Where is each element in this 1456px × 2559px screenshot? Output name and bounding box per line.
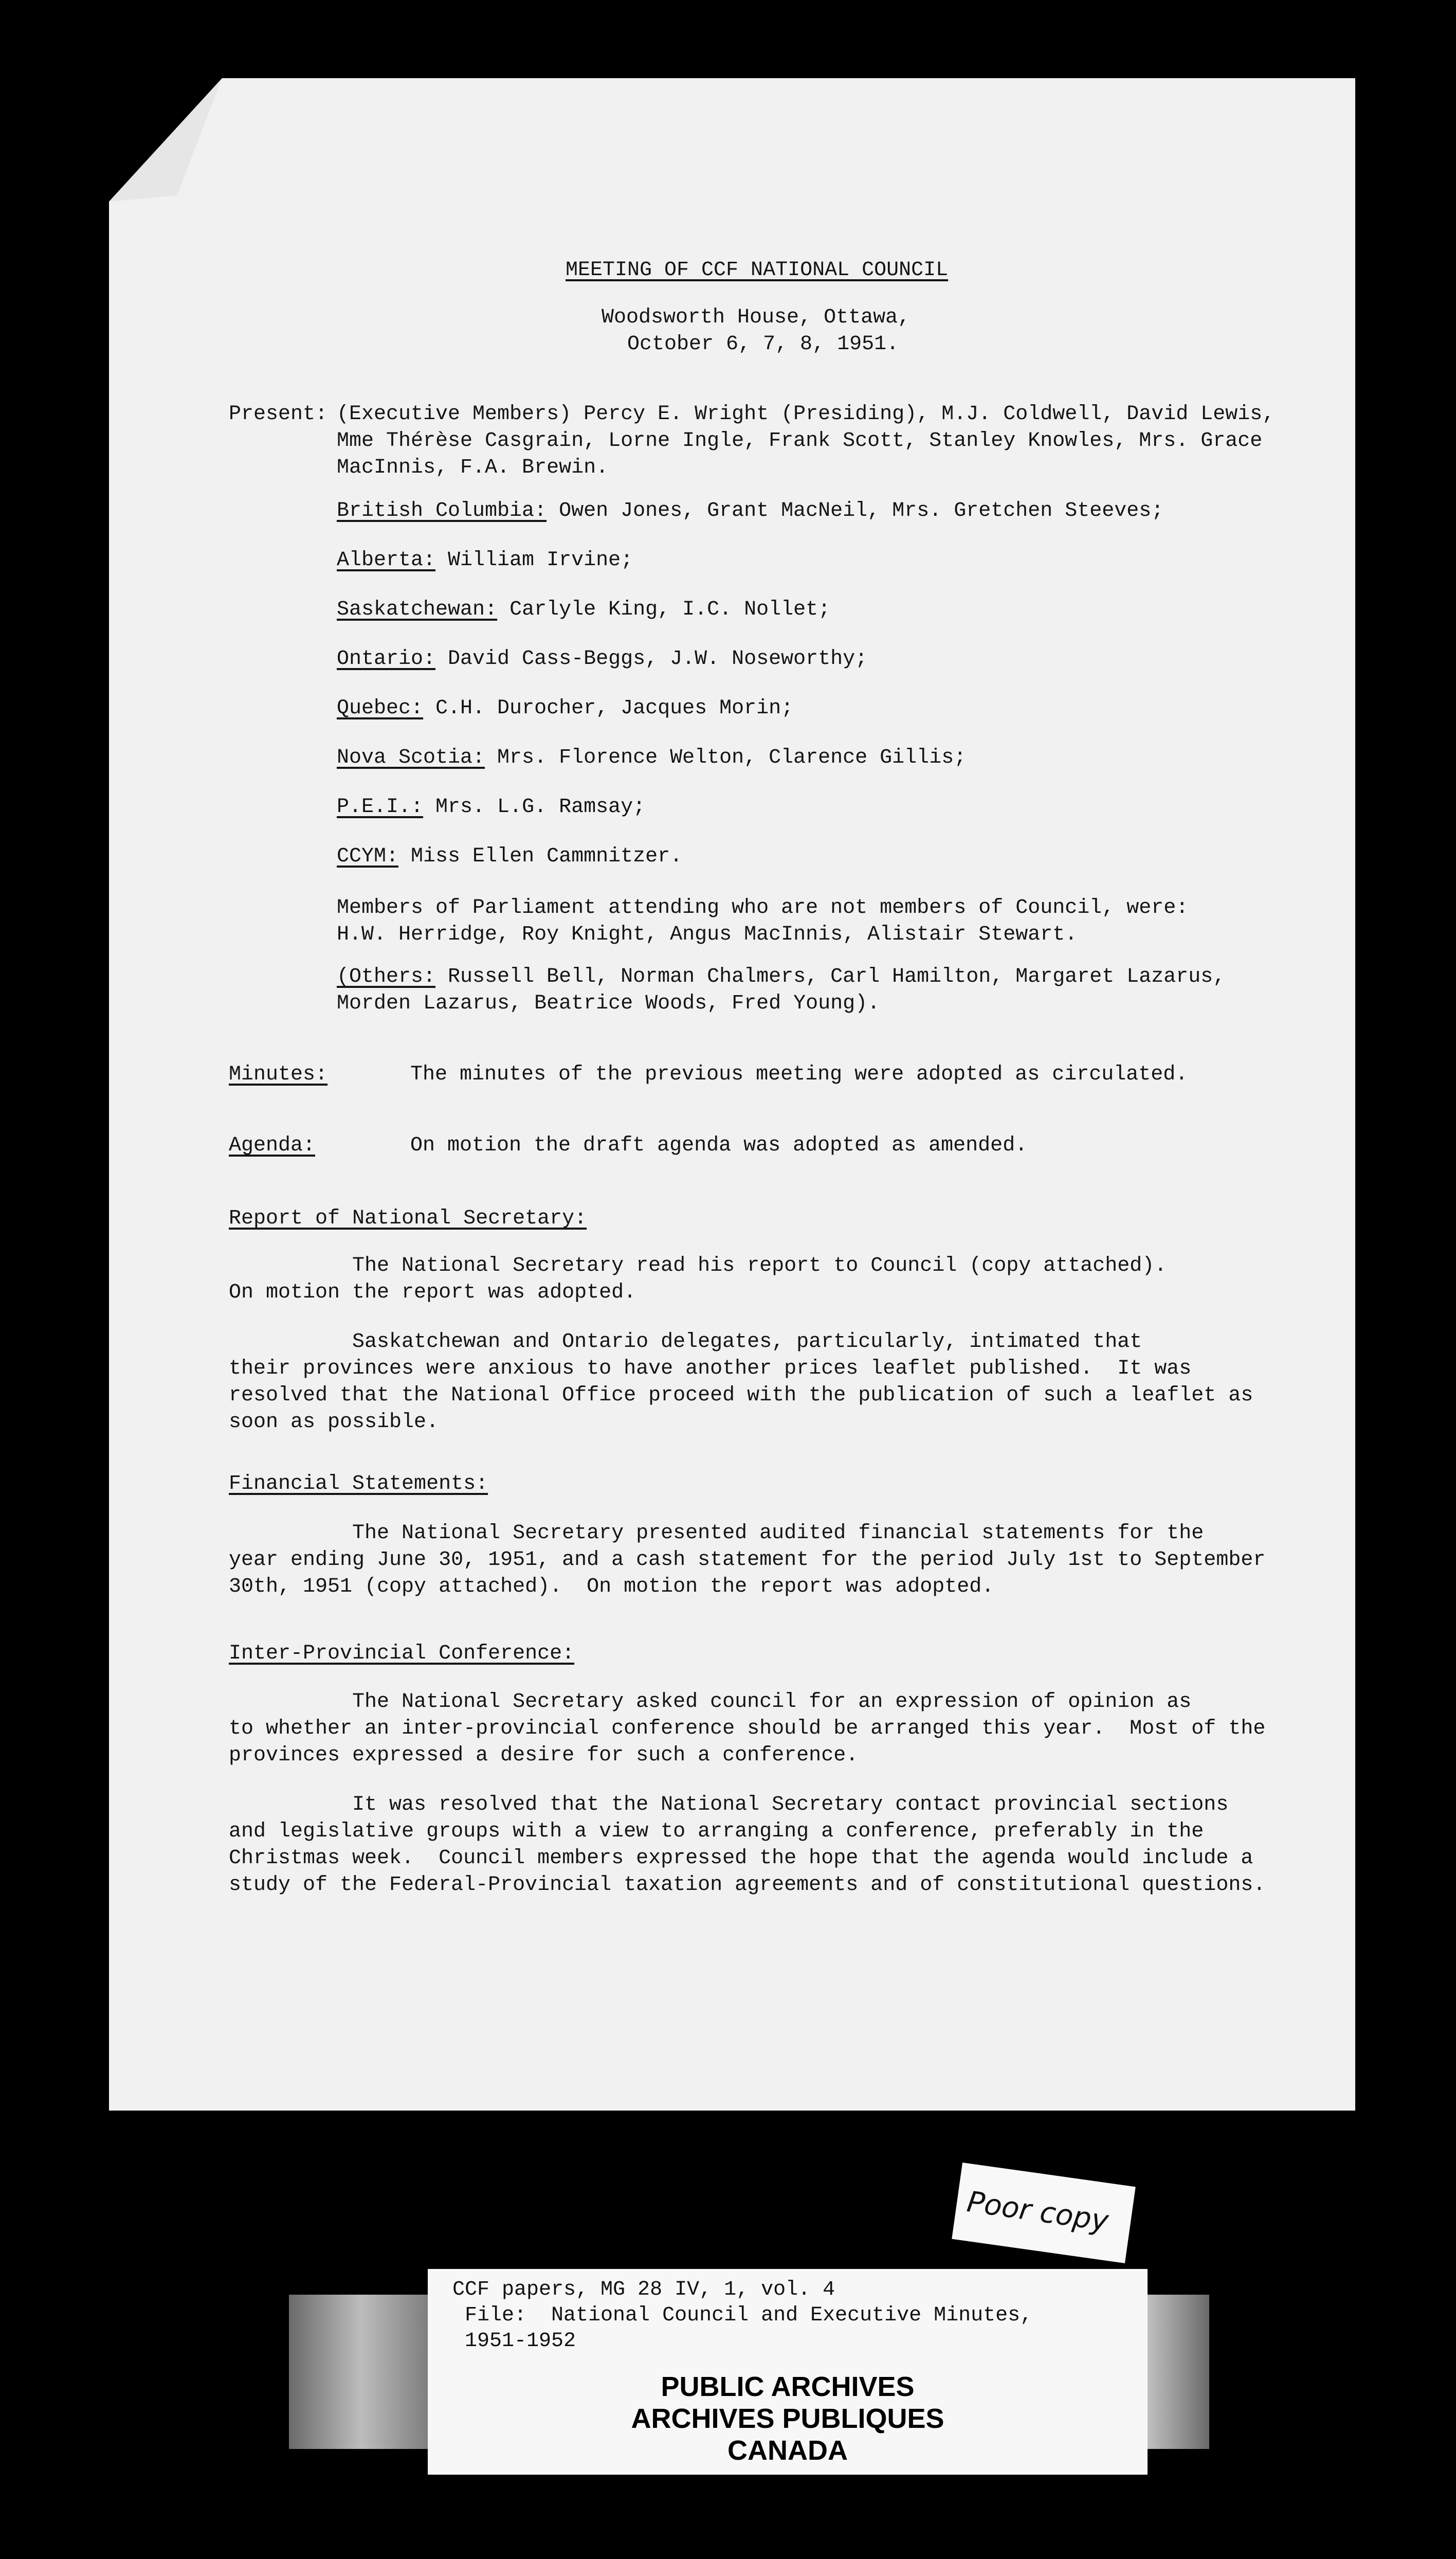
archives-stamp: [428, 2371, 1148, 2466]
report-p2-line-2: their provinces were anxious to have another prices leaflet published. It was: [229, 1357, 1192, 1380]
province-names: Mrs. Florence Welton, Clarence Gillis;: [485, 746, 967, 769]
province-label: Nova Scotia:: [337, 746, 485, 769]
province-label: P.E.I.:: [337, 796, 424, 819]
meeting-date: October 6, 7, 8, 1951.: [627, 333, 899, 356]
others-names: Russell Bell, Norman Chalmers, Carl Hamilton, Margaret Lazarus,: [435, 965, 1226, 988]
others-label: (Others:: [337, 965, 436, 988]
province-names: Miss Ellen Cammnitzer.: [398, 845, 683, 868]
agenda-label: Agenda:: [229, 1134, 316, 1157]
province-saskatchewan: [337, 597, 830, 623]
province-british-columbia: [337, 498, 1163, 525]
poor-copy-text: Poor copy: [964, 2185, 1111, 2238]
mp-line-2: H.W. Herridge, Roy Knight, Angus MacInnis, Alistair Stewart.: [337, 923, 1078, 946]
report-heading: Report of National Secretary:: [229, 1207, 587, 1230]
financial-line-1: The National Secretary presented audited financial statements for the: [229, 1522, 1204, 1545]
ipc-p2-line-3: Christmas week. Council members expressed the hope that the agenda would include a: [229, 1847, 1253, 1870]
mp-line-1: Members of Parliament attending who are not members of Council, were:: [337, 896, 1189, 920]
financial-line-2: year ending June 30, 1951, and a cash statement for the period July 1st to September: [229, 1548, 1266, 1572]
ipc-p2-line-4: study of the Federal-Provincial taxation agreements and of constitutional questions.: [229, 1873, 1266, 1897]
ipc-p1-line-3: provinces expressed a desire for such a conference.: [229, 1744, 859, 1767]
province-quebec: [337, 695, 793, 722]
province-ccym: [337, 843, 682, 870]
mount-clip-left: [289, 2295, 433, 2449]
province-nova-scotia: [337, 745, 966, 771]
ipc-p1-line-1: The National Secretary asked council for an expression of opinion as: [229, 1690, 1192, 1714]
file-label-line-1: CCF papers, MG 28 IV, 1, vol. 4: [452, 2278, 835, 2301]
meeting-location: Woodsworth House, Ottawa,: [602, 306, 911, 329]
agenda-text: On motion the draft agenda was adopted as amended.: [410, 1134, 1028, 1157]
report-p2-line-1: Saskatchewan and Ontario delegates, particularly, intimated that: [229, 1330, 1142, 1354]
province-names: Owen Jones, Grant MacNeil, Mrs. Gretchen Steeves;: [547, 499, 1164, 522]
province-alberta: [337, 547, 633, 574]
page-title: MEETING OF CCF NATIONAL COUNCIL: [566, 259, 949, 282]
province-label: Quebec:: [337, 697, 424, 720]
report-p1-line-2: On motion the report was adopted.: [229, 1281, 636, 1304]
archives-line-2: ARCHIVES PUBLIQUES: [631, 2403, 944, 2434]
province-ontario: [337, 646, 867, 673]
province-names: Carlyle King, I.C. Nollet;: [497, 598, 831, 621]
others-line-1: [337, 964, 1225, 990]
ipc-p2-line-1: It was resolved that the National Secretary contact provincial sections: [229, 1793, 1229, 1816]
file-label-text: [452, 2277, 1032, 2354]
province-label: Saskatchewan:: [337, 598, 498, 621]
present-label: Present:: [229, 403, 328, 426]
province-label: Alberta:: [337, 549, 436, 572]
executive-line-1: (Executive Members) Percy E. Wright (Presiding), M.J. Coldwell, David Lewis,: [337, 403, 1275, 426]
minutes-label: Minutes:: [229, 1063, 328, 1086]
province-names: William Irvine;: [435, 549, 633, 572]
executive-line-2: Mme Thérèse Casgrain, Lorne Ingle, Frank Scott, Stanley Knowles, Mrs. Grace: [337, 429, 1263, 453]
minutes-text: The minutes of the previous meeting were adopted as circulated.: [410, 1063, 1188, 1086]
province-label: CCYM:: [337, 845, 399, 868]
ipc-p2-line-2: and legislative groups with a view to arranging a conference, preferably in the: [229, 1820, 1204, 1843]
province-pei: [337, 794, 645, 821]
ipc-heading: Inter-Provincial Conference:: [229, 1642, 575, 1665]
report-p2-line-3: resolved that the National Office proceed with the publication of such a leaflet as: [229, 1384, 1253, 1407]
financial-line-3: 30th, 1951 (copy attached). On motion the report was adopted.: [229, 1575, 994, 1598]
report-p1-line-1: The National Secretary read his report to Council (copy attached).: [229, 1254, 1167, 1277]
file-label-line-2: File: National Council and Executive Minutes,: [452, 2304, 1033, 2327]
archives-line-1: PUBLIC ARCHIVES: [661, 2371, 915, 2402]
province-names: C.H. Durocher, Jacques Morin;: [423, 697, 794, 720]
ipc-p1-line-2: to whether an inter-provincial conference should be arranged this year. Most of the: [229, 1717, 1266, 1740]
province-names: David Cass-Beggs, J.W. Noseworthy;: [435, 647, 868, 671]
file-label-line-3: 1951-1952: [452, 2330, 576, 2353]
financial-heading: Financial Statements:: [229, 1472, 488, 1495]
province-names: Mrs. L.G. Ramsay;: [423, 796, 646, 819]
report-p2-line-4: soon as possible.: [229, 1411, 439, 1434]
province-label: Ontario:: [337, 647, 436, 671]
archives-line-3: CANADA: [727, 2435, 848, 2466]
others-line-2: Morden Lazarus, Beatrice Woods, Fred Young).: [337, 992, 880, 1015]
province-label: British Columbia:: [337, 499, 547, 522]
executive-line-3: MacInnis, F.A. Brewin.: [337, 456, 609, 479]
